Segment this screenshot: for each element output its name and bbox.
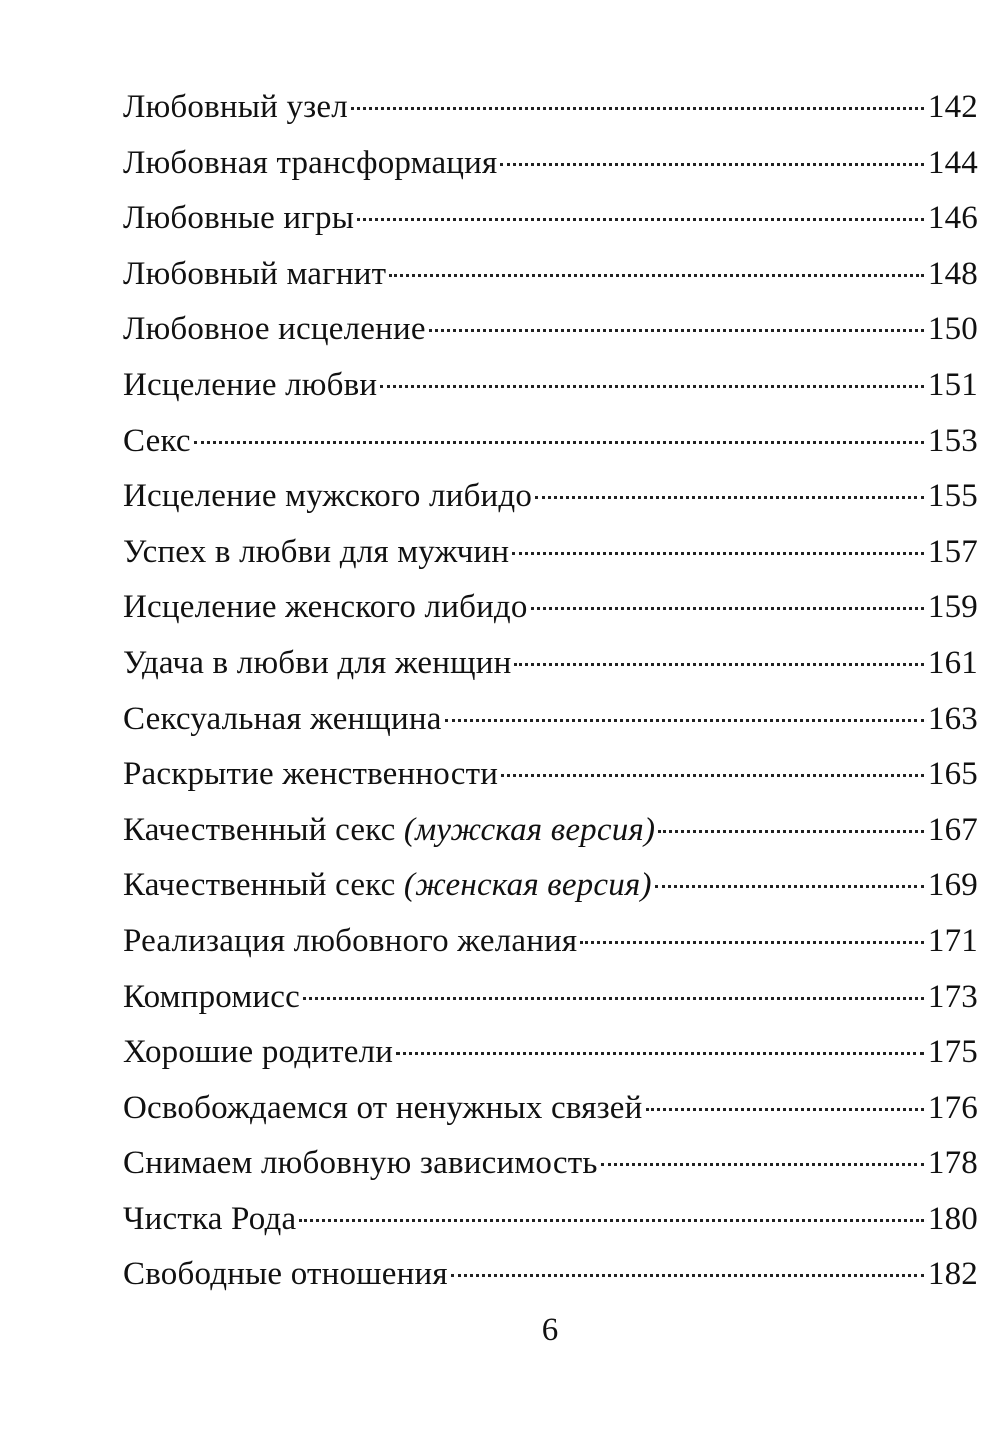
toc-entry-page: 144 [927,144,978,181]
toc-entry-page: 176 [927,1089,978,1126]
dot-leader [500,163,923,166]
dot-leader [501,774,924,777]
toc-entry-title: Раскрытие женственности [123,756,499,793]
toc-entry-title: Сексуальная женщина [123,700,442,737]
toc-entry [123,580,978,636]
toc-entry-title: Любовный узел [123,89,348,125]
toc-entry-title: Любовная трансформация [123,144,498,181]
toc-entry-title: Любовные игры [123,200,355,237]
toc-entry-page: 151 [927,366,978,403]
toc-entry-page: 175 [927,1034,978,1071]
dot-leader [445,719,924,722]
toc-entry [123,803,978,859]
toc-entry-title: Снимаем любовную зависимость [123,1145,598,1182]
toc-entry [123,414,978,470]
page-number: 6 [541,1312,559,1348]
toc-entry-page: 153 [927,422,978,459]
toc-entry [123,1247,978,1303]
toc-entry-page: 180 [927,1200,978,1237]
toc-entry [123,1136,978,1192]
toc-entry [123,525,978,581]
dot-leader [512,552,924,555]
dot-leader [357,218,924,221]
dot-leader [580,941,924,944]
toc-entry [123,80,978,136]
toc-entry-note: (женская версия) [403,867,652,904]
toc-entry [123,970,978,1026]
toc-entry-title [123,858,652,914]
toc-entry-title: Свободные отношения [123,1256,448,1293]
toc-entry-title: Любовное исцеление [123,311,426,348]
dot-leader [655,885,924,888]
toc-entry [123,302,978,358]
toc-entry-page: 159 [927,589,978,626]
toc-entry-page: 178 [927,1145,978,1182]
toc-entry [123,469,978,525]
toc-entry-page: 157 [927,533,978,570]
toc-entry-page: 182 [927,1256,978,1293]
toc-entry-title-text: Качественный секс [123,811,396,848]
toc-entry-title: Освобождаемся от ненужных связей [123,1089,643,1126]
dot-leader [451,1274,924,1277]
dot-leader [601,1163,924,1166]
dot-leader [514,663,923,666]
toc-entry-page: 150 [927,311,978,348]
toc-entry-page: 173 [927,978,978,1015]
toc-entry-page: 171 [927,922,978,959]
dot-leader [429,329,924,332]
dot-leader [303,997,924,1000]
toc-entry [123,1025,978,1081]
dot-leader [658,830,924,833]
toc-entry [123,747,978,803]
toc-entry-title: Секс [123,422,191,459]
dot-leader [646,1108,924,1111]
toc-entry [123,191,978,247]
toc-entry [123,692,978,748]
toc-entry-title: Успех в любви для мужчин [123,533,510,570]
toc-entry-title: Исцеление мужского либидо [123,478,533,515]
toc-entry-title: Компромисс [123,978,300,1015]
toc-entry-title: Реализация любовного желания [123,922,578,959]
toc-entry-title: Удача в любви для женщин [123,644,512,681]
toc-entry-title: Любовный магнит [123,255,387,292]
toc-entry-title: Исцеление женского либидо [123,589,528,626]
table-of-contents [123,80,978,1303]
toc-entry-title: Чистка Рода [123,1200,297,1237]
toc-entry-title-text: Качественный секс [123,867,396,904]
toc-entry [123,636,978,692]
toc-entry-page: 169 [927,867,978,904]
dot-leader [299,1219,924,1222]
dot-leader [194,441,924,444]
toc-entry-page: 155 [927,478,978,515]
toc-entry [123,247,978,303]
dot-leader [531,607,924,610]
toc-entry-page: 167 [927,811,978,848]
toc-entry-note: (мужская версия) [403,811,656,848]
toc-entry-page: 163 [927,700,978,737]
toc-entry [123,1081,978,1137]
toc-entry [123,914,978,970]
toc-entry-title: Исцеление любви [123,366,378,403]
dot-leader [389,274,924,277]
toc-entry [123,136,978,192]
dot-leader [351,107,924,110]
toc-entry [123,858,978,914]
dot-leader [380,385,924,388]
toc-entry-page: 148 [927,255,978,292]
toc-entry [123,358,978,414]
dot-leader [396,1052,924,1055]
dot-leader [535,496,924,499]
toc-entry-page: 161 [927,644,978,681]
toc-entry-page: 142 [927,89,978,125]
toc-entry-title [123,803,655,859]
toc-entry [123,1192,978,1248]
toc-entry-page: 165 [927,756,978,793]
toc-entry-page: 146 [927,200,978,237]
toc-entry-title: Хорошие родители [123,1034,394,1071]
